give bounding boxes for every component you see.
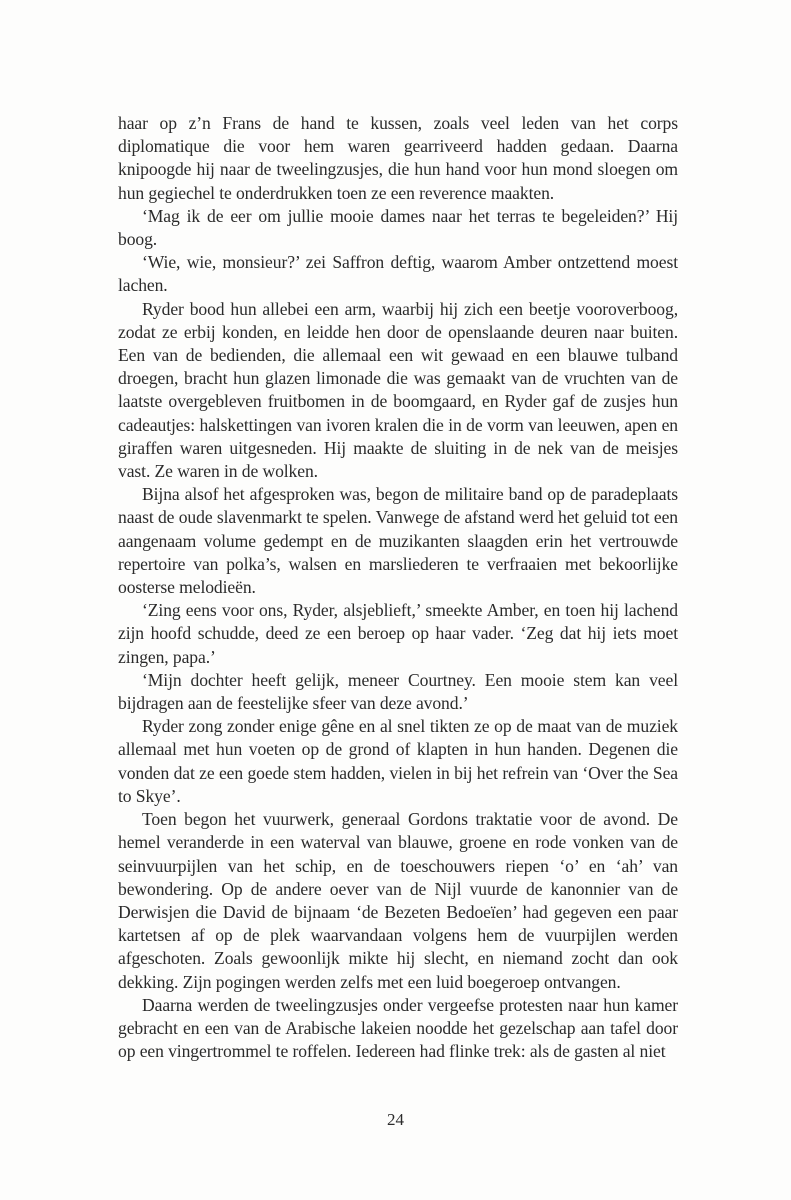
paragraph: ‘Wie, wie, monsieur?’ zei Saffron deftig, waarom Amber ontzettend moest lachen. [118, 252, 678, 296]
paragraph-continuation: haar op z’n Frans de hand te kussen, zoals veel leden van het corps diplomatique die voor hem waren gearriveerd hadden gedaan. Daarna knipoogde hij naar de tweelingzusjes, die hun hand voor hun mond sloegen om hun gegiechel te onderdrukken toen ze een reverence maakten. [118, 113, 678, 203]
paragraph: Bijna alsof het afgesproken was, begon de militaire band op de paradeplaats naast de oude slavenmarkt te spelen. Vanwege de afstand werd het geluid tot een aangenaam volume gedempt en de muzikanten slaagden erin het vertrouwde repertoire van polka’s, walsen en marsliederen te verfraaien met bekoorlijke oosterse melodieën. [118, 484, 678, 598]
paragraph: ‘Mijn dochter heeft gelijk, meneer Courtney. Een mooie stem kan veel bijdragen aan de feestelijke sfeer van deze avond.’ [118, 669, 678, 714]
paragraph: Daarna werden de tweelingzusjes onder vergeefse protesten naar hun kamer gebracht en een van de Arabische lakeien noodde het gezelschap aan tafel door op een vingertrommel te roffelen. Iedereen had flinke trek: als de gasten al niet [118, 994, 678, 1062]
paragraph: Toen begon het vuurwerk, generaal Gordons traktatie voor de avond. De hemel veranderde in een waterval van blauwe, groene en rode vonken van de seinvuurpijlen van het schip, en de toeschouwers riepen ‘o’ en ‘ah’ van bewondering. Op de andere oever van de Nijl vuurde de kanonnier van de Derwisjen die David de bijnaam ‘de Bezeten Bedoeïen’ had gegeven een paar kartetsen af op de plek waarvandaan volgens hem de vuurpijlen werden afgeschoten. Zoals gewoonlijk mikte hij slecht, en niemand zocht dan ook dekking. Zijn pogingen werden zelfs met een luid boegeroep ontvangen. [118, 809, 678, 992]
paragraph: ‘Zing eens voor ons, Ryder, alsjeblieft,’ smeekte Amber, en toen hij lachend zijn hoofd schudde, deed ze een beroep op haar vader. ‘Zeg dat hij iets moet zingen, papa.’ [118, 600, 678, 667]
page-number: 24 [387, 1110, 404, 1129]
paragraph: ‘Mag ik de eer om jullie mooie dames naar het terras te begeleiden?’ Hij boog. [118, 205, 678, 250]
paragraph: Ryder zong zonder enige gêne en al snel tikten ze op de maat van de muziek allemaal met hun voeten op de grond of klapten in hun handen. Degenen die vonden dat ze een goede stem hadden, vielen in bij het refrein van ‘Over the Sea to Skye’. [118, 716, 678, 806]
paragraph: Ryder bood hun allebei een arm, waarbij hij zich een beetje vooroverboog, zodat ze erbij konden, en leidde hen door de openslaande deuren naar buiten. Een van de bedienden, die allemaal een wit gewaad en een blauwe tulband droegen, bracht hun glazen limonade die was gemaakt van de vruchten van de laatste overgebleven fruitbomen in de boomgaard, en Ryder gaf de zusjes hun cadeautjes: halskettingen van ivoren kralen die in de vorm van leeuwen, apen en giraffen waren uitgesneden. Hij maakte de sluiting in de nek van de meisjes vast. Ze waren in de wolken. [118, 298, 678, 482]
body-text [118, 112, 678, 1063]
